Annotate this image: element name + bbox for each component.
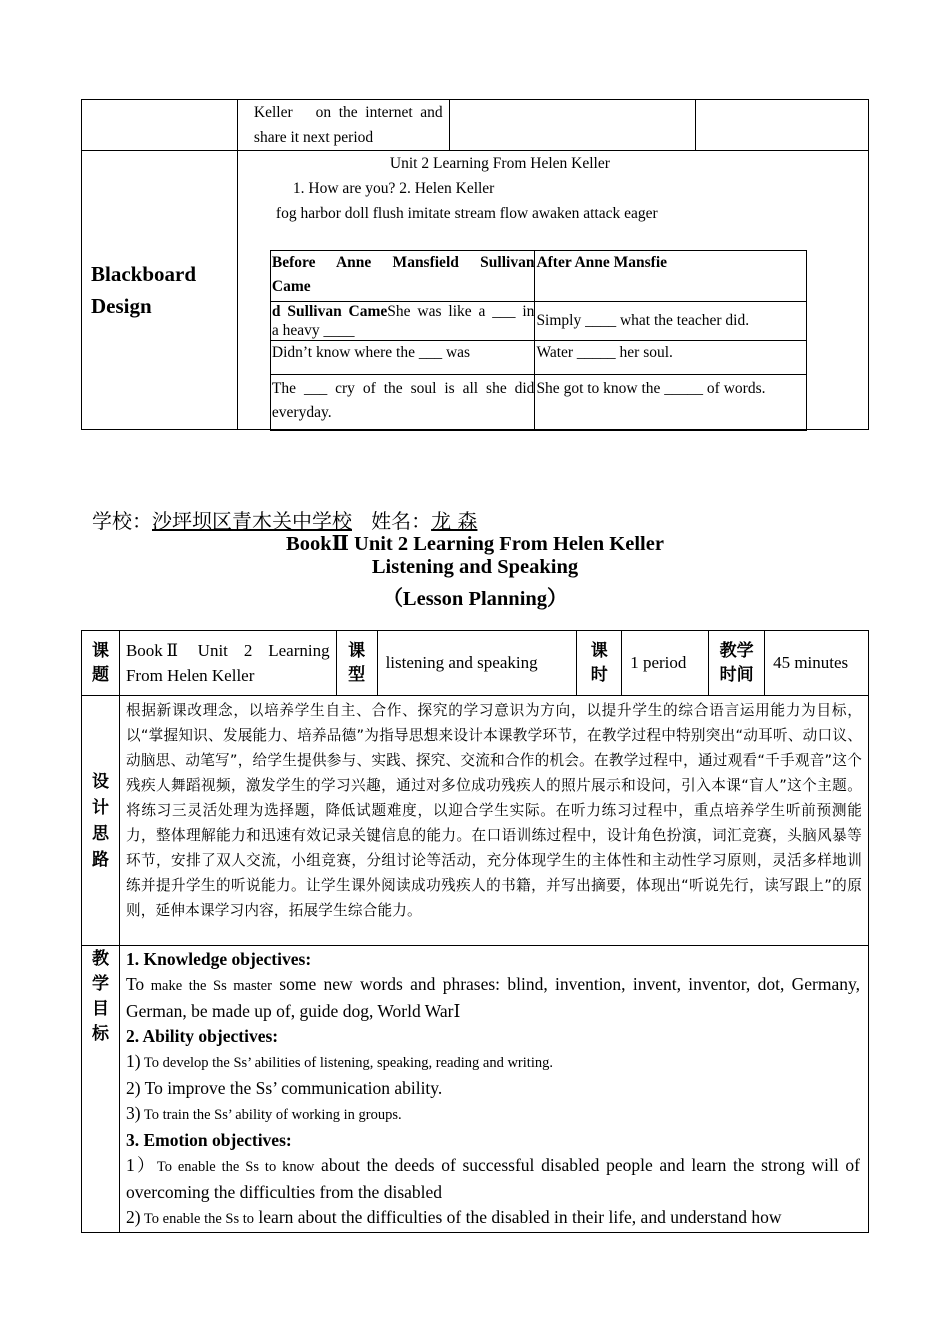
e2-num: 2)	[125, 1207, 141, 1227]
bb-subtitle: 1. How are you? 2. Helen Keller	[292, 180, 495, 197]
r3c1-line2: everyday.	[271, 404, 332, 421]
doc-title-2: Listening and Speaking	[371, 556, 579, 578]
blackboard-content	[237, 151, 868, 430]
type-text: listening and speaking	[385, 653, 538, 672]
header-before-line2: Came	[271, 278, 311, 295]
objectives-label-text: 教学目标	[91, 949, 109, 1044]
e1-num: 1）	[125, 1155, 157, 1175]
time-text: 45 minutes	[773, 653, 849, 672]
bb-words: fog harbor doll flush imitate stream flow awaken attack eager	[275, 205, 658, 222]
label-design-idea: 设计思路	[82, 696, 120, 946]
name-value: 龙 森	[431, 509, 478, 533]
doc-title-1: BookⅡ Unit 2 Learning From Helen Keller	[286, 533, 664, 555]
ability-title: 2. Ability objectives:	[125, 1026, 279, 1046]
r1c2-text: Simply ____ what the teacher did.	[536, 312, 750, 329]
emotion-1	[126, 1153, 860, 1205]
topic-line-1: BookⅡ Unit 2 Learning	[125, 641, 330, 660]
r1c1-line1	[272, 302, 535, 321]
topic-value	[119, 631, 336, 696]
inner-r2c2	[535, 341, 806, 375]
emotion-title: 3. Emotion objectives:	[125, 1130, 292, 1150]
ability-1	[126, 1049, 860, 1076]
e1-small: To enable the Ss to know	[156, 1159, 315, 1175]
top-cell-empty	[82, 100, 238, 151]
inner-r2c1	[270, 341, 535, 375]
a1-num: 1)	[125, 1051, 141, 1071]
school-name: 沙坪坝区青木关中学校	[152, 509, 352, 533]
header-after-text: After Anne Mansfie	[536, 254, 668, 271]
top-cell-note	[237, 100, 449, 151]
label-objectives	[82, 946, 120, 1233]
e2-rest: learn about the difficulties of the disabled in their life, and understand how	[254, 1207, 782, 1227]
ability-3	[126, 1101, 860, 1128]
school-line	[92, 505, 477, 534]
header-before-line1: Before Anne Mansfield Sullivan	[271, 254, 535, 271]
time-value	[765, 631, 869, 696]
top-cell-empty-2	[449, 100, 696, 151]
note-line-1: Keller on the internet and	[253, 104, 443, 121]
name-label: 姓名：	[371, 509, 432, 533]
top-cell-empty-3	[696, 100, 869, 151]
k-to: To	[125, 974, 145, 994]
label-type: 课型	[336, 631, 377, 696]
emotion-2	[126, 1205, 860, 1232]
r1c1-line2: a heavy ____	[271, 322, 355, 339]
type-value	[377, 631, 577, 696]
school-label: 学校：	[92, 509, 152, 533]
r3c1-line1: The ___ cry of the soul is all she did	[271, 380, 535, 397]
inner-r1c2	[535, 302, 806, 341]
label-time: 教学时间	[709, 631, 765, 696]
inner-r3c2	[535, 375, 806, 431]
knowledge-title: 1. Knowledge objectives:	[125, 949, 312, 969]
k-rest: some new words and phrases: blind, invention, invent, inventor, dot, Germany, German, be made up of, guide dog, World WarⅠ	[125, 974, 860, 1021]
a3-num: 3)	[125, 1103, 141, 1123]
label-topic: 课题	[82, 631, 120, 696]
label-blackboard: Blackboard	[91, 262, 197, 286]
e1-rest: about the deeds of successful disabled people and learn the strong will of overcoming the difficulties from the disabled	[125, 1155, 861, 1202]
knowledge-text	[126, 972, 860, 1024]
blackboard-table	[81, 99, 869, 430]
note-line-2: share it next period	[253, 129, 374, 146]
label-hours: 课时	[577, 631, 622, 696]
hours-value	[622, 631, 709, 696]
lesson-plan-table	[81, 630, 869, 1233]
r1c1-bold: d Sullivan Came	[271, 303, 388, 320]
topic-line-2: From Helen Keller	[125, 666, 255, 685]
inner-r3c1	[270, 375, 535, 431]
design-idea-text: 根据新课改理念，以培养学生自主、合作、探究的学习意识为方向，以提升学生的综合语言运用能力为目标，以“掌握知识、发展能力、培养品德”为指导思想来设计本课教学环节，在教学过程中特别突出“动耳听、动口议、动脑思、动笔写”，给学生提供参与、实践、探究、交流和合作的机会。在教学过程中，通过观看“千手观音”这个残疾人舞蹈视频，激发学生的学习兴趣，通过对多位成功残疾人的照片展示和设问，引入本课“盲人”这个主题。将练习三灵活处理为选择题，降低试题难度，以迎合学生实际。在听力练习过程中，重点培养学生听前预测能力，整体理解能力和迅速有效记录关键信息的能力。在口语训练过程中，设计角色扮演，词汇竞赛，头脑风暴等环节，安排了双人交流，小组竞赛，分组讨论等活动，充分体现学生的主体性和主动性学习原则，灵活多样地训练并提升学生的听说能力。让学生课外阅读成功残疾人的书籍，并写出摘要，体现出“听说先行，读写跟上”的原则，延伸本课学习内容，拓展学生综合能力。	[119, 696, 868, 946]
ability-2: 2) To improve the Ss’ communication ability.	[125, 1078, 443, 1098]
label-design: Design	[91, 294, 152, 318]
a3-text: To train the Ss’ ability of working in groups.	[140, 1107, 402, 1123]
before-after-table	[270, 250, 807, 431]
blackboard-label	[82, 151, 238, 430]
inner-header-after	[535, 251, 806, 302]
objectives-content	[119, 946, 868, 1233]
r2c2-text: Water _____ her soul.	[536, 344, 673, 361]
e2-small: To enable the Ss to	[140, 1211, 255, 1227]
inner-r1c1	[270, 302, 535, 341]
doc-title-3: （Lesson Planning）	[382, 588, 568, 610]
r3c2-text: She got to know the _____ of words.	[536, 380, 766, 397]
bb-title: Unit 2 Learning From Helen Keller	[389, 155, 610, 172]
hours-text: 1 period	[630, 653, 687, 672]
r2c1-text: Didn’t know where the ___ was	[271, 344, 471, 361]
r1c1-rest: She was like a ___ in	[387, 303, 535, 320]
k-small: make the Ss master	[144, 978, 272, 994]
a1-text: To develop the Ss’ abilities of listening, speaking, reading and writing.	[140, 1055, 553, 1071]
inner-header-before	[270, 251, 535, 302]
